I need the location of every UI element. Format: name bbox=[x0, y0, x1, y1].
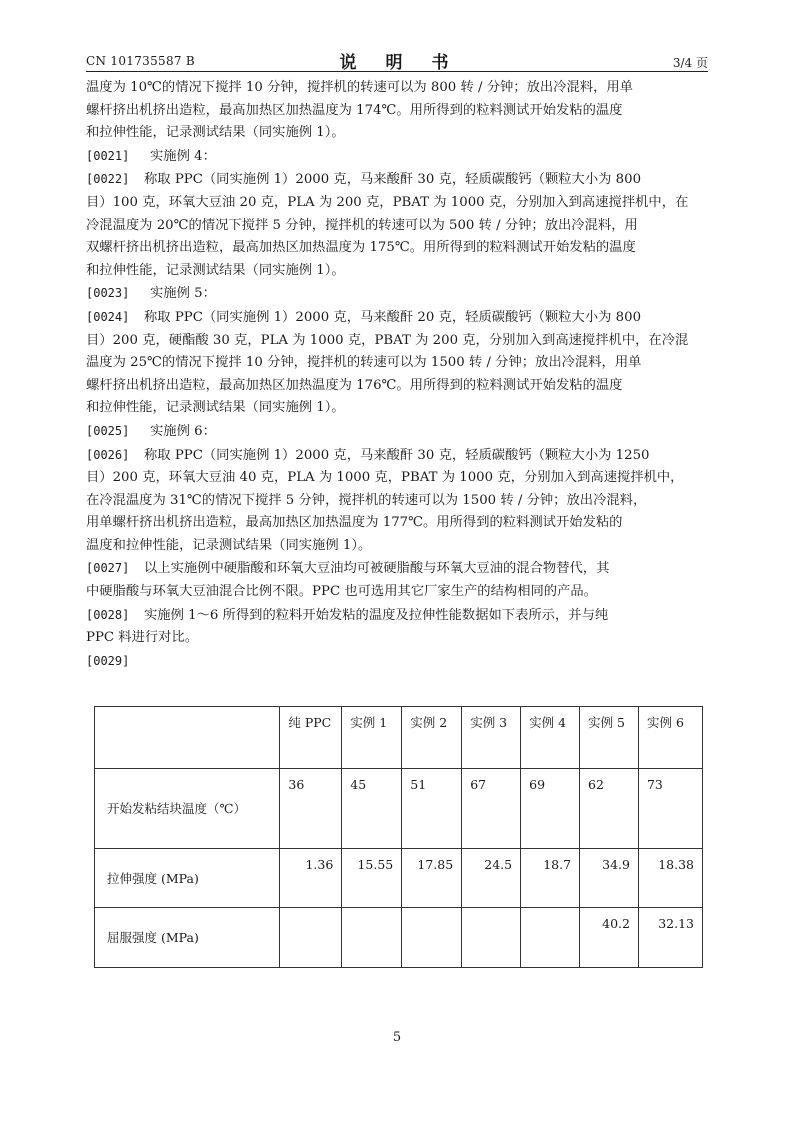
column-header: 实例 2 bbox=[402, 707, 462, 769]
table-row bbox=[95, 908, 703, 968]
column-header: 实例 1 bbox=[342, 707, 402, 769]
doc-title: 说 明 书 bbox=[339, 53, 455, 73]
table-row bbox=[95, 849, 703, 908]
table-cell: 45 bbox=[342, 769, 402, 849]
paragraph-0021: [0021] 实施例 4： bbox=[86, 145, 708, 169]
table-header-row bbox=[95, 707, 703, 769]
table-cell: 62 bbox=[580, 769, 639, 849]
table-cell: 1.36 bbox=[280, 849, 342, 908]
column-header: 纯 PPC bbox=[280, 707, 342, 769]
paragraph-tag: [0021] bbox=[86, 148, 130, 163]
row-label: 屈服强度 (MPa) bbox=[95, 908, 280, 968]
paragraph-tag: [0022] bbox=[86, 172, 130, 187]
paragraph-0028: [0028] 实施例 1～6 所得到的粒料开始发粘的温度及拉伸性能数据如下表所示，并与纯 PPC 料进行对比。 bbox=[86, 604, 708, 650]
table-cell: 67 bbox=[462, 769, 521, 849]
table-cell: 40.2 bbox=[580, 908, 639, 968]
paragraph-tag: [0023] bbox=[86, 286, 130, 301]
table-cell bbox=[402, 908, 462, 968]
paragraph-tag: [0026] bbox=[86, 447, 130, 462]
column-header: 实例 6 bbox=[638, 707, 702, 769]
column-header: 实例 4 bbox=[521, 707, 580, 769]
table-cell bbox=[462, 908, 521, 968]
table-cell: 34.9 bbox=[580, 849, 639, 908]
row-label: 拉伸强度 (MPa) bbox=[95, 849, 280, 908]
table-cell: 15.55 bbox=[342, 849, 402, 908]
paragraph-0027: [0027] 以上实施例中硬脂酸和环氧大豆油均可被硬脂酸与环氧大豆油的混合物替代，其 中硬脂酸与环氧大豆油混合比例不限。PPC 也可选用其它厂家生产的结构相同的产品。 bbox=[86, 557, 708, 603]
paragraph-continuation: 温度为 10℃的情况下搅拌 10 分钟，搅拌机的转速可以为 800 转 / 分钟；放出冷混料，用单 螺杆挤出机挤出造粒，最高加热区加热温度为 174℃。用所得到的粒料测试开始发粘的温度 和拉伸性能，记录测试结果（同实施例 1）。 bbox=[86, 80, 633, 141]
column-header: 实例 5 bbox=[580, 707, 639, 769]
table-cell: 17.85 bbox=[402, 849, 462, 908]
table-cell: 24.5 bbox=[462, 849, 521, 908]
table-corner-cell bbox=[95, 707, 280, 769]
paragraph-tag: [0029] bbox=[86, 653, 130, 668]
paragraph-0029 bbox=[86, 650, 708, 674]
table-cell: 69 bbox=[521, 769, 580, 849]
table-cell: 51 bbox=[402, 769, 462, 849]
doc-number: CN 101735587 B bbox=[86, 54, 196, 68]
table-cell: 32.13 bbox=[638, 908, 702, 968]
document-body bbox=[86, 77, 708, 673]
table-cell: 73 bbox=[638, 769, 702, 849]
table-cell bbox=[521, 908, 580, 968]
table-row bbox=[95, 769, 703, 849]
results-table bbox=[94, 706, 703, 968]
paragraph-tag: [0025] bbox=[86, 423, 130, 438]
page-number: 5 bbox=[392, 1030, 402, 1045]
paragraph-tag: [0027] bbox=[86, 561, 130, 576]
paragraph-0025: [0025] 实施例 6： bbox=[86, 420, 708, 444]
paragraph-0023: [0023] 实施例 5： bbox=[86, 282, 708, 306]
table-cell: 18.38 bbox=[638, 849, 702, 908]
paragraph-tag: [0028] bbox=[86, 607, 130, 622]
page-indicator: 3/4 页 bbox=[672, 56, 708, 70]
table-cell bbox=[342, 908, 402, 968]
paragraph-0022: [0022] 称取 PPC（同实施例 1）2000 克，马来酸酐 30 克，轻质碳酸钙（颗粒大小为 800 目）100 克，环氧大豆油 20 克，PLA 为 200 克，PBAT 为 1000 克，分别加入到高速搅拌机中，在 冷混温度为 20℃的情况下搅拌 5 分钟，搅拌机的转速可以为 500 转 / 分钟；放出冷混料，用 双螺杆挤出机挤出造粒，最高加热区加热温度为 175℃。用所得到的粒料测试开始发粘的温度 和拉伸性能，记录测试结果（同实施例 1）。 bbox=[86, 168, 708, 282]
column-header: 实例 3 bbox=[462, 707, 521, 769]
table-cell: 36 bbox=[280, 769, 342, 849]
paragraph-0024: [0024] 称取 PPC（同实施例 1）2000 克，马来酸酐 20 克，轻质碳酸钙（颗粒大小为 800 目）200 克，硬酯酸 30 克，PLA 为 1000 克，PBAT 为 200 克，分别加入到高速搅拌机中，在冷混 温度为 25℃的情况下搅拌 10 分钟，搅拌机的转速可以为 1500 转 / 分钟；放出冷混料，用单 螺杆挤出机挤出造粒，最高加热区加热温度为 176℃。用所得到的粒料测试开始发粘的温度 和拉伸性能，记录测试结果（同实施例 1）。 bbox=[86, 306, 708, 420]
page-header bbox=[86, 48, 708, 73]
header-divider bbox=[86, 71, 708, 72]
paragraph-tag: [0024] bbox=[86, 309, 130, 324]
table-cell: 18.7 bbox=[521, 849, 580, 908]
row-label: 开始发粘结块温度（℃） bbox=[95, 769, 280, 849]
paragraph-0026: [0026] 称取 PPC（同实施例 1）2000 克，马来酸酐 30 克，轻质碳酸钙（颗粒大小为 1250 目）200 克，环氧大豆油 40 克，PLA 为 1000 克，PBAT 为 1000 克，分别加入到高速搅拌机中， 在冷混温度为 31℃的情况下搅拌 5 分钟，搅拌机的转速可以为 1500 转 / 分钟；放出冷混料， 用单螺杆挤出机挤出造粒，最高加热区加热温度为 177℃。用所得到的粒料测试开始发粘的 温度和拉伸性能，记录测试结果（同实施例 1）。 bbox=[86, 444, 708, 558]
table-cell bbox=[280, 908, 342, 968]
